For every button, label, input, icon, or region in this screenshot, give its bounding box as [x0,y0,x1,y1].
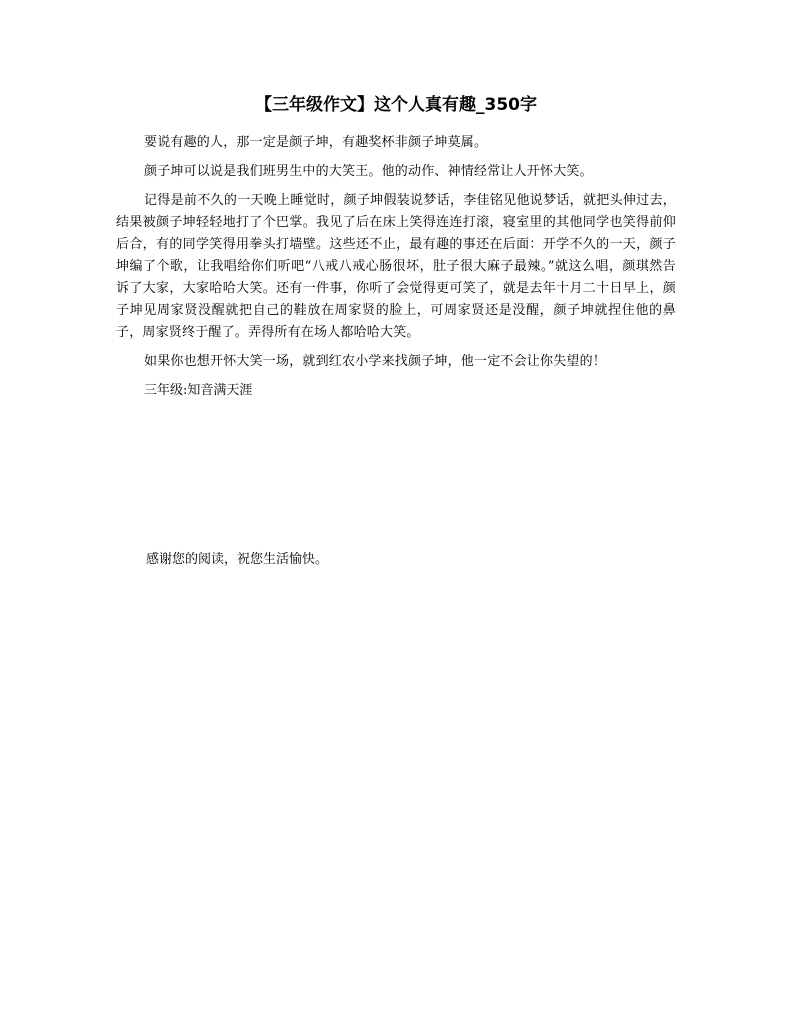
paragraph: 要说有趣的人，那一定是颜子坤，有趣奖杯非颜子坤莫属。 [144,135,488,150]
paragraph: 颜子坤可以说是我们班男生中的大笑王。他的动作、神情经常让人开怀大笑。 [144,164,593,179]
paragraph: 如果你也想开怀大笑一场，就到红农小学来找颜子坤，他一定不会让你失望的！ [144,354,607,369]
document-title: 【三年级作文】这个人真有趣_350字 [255,95,537,115]
author-signature: 三年级:知音满天涯 [144,383,253,398]
closing-message: 感谢您的阅读，祝您生活愉快。 [146,552,329,567]
essay-body [116,132,676,402]
paragraph: 记得是前不久的一天晚上睡觉时，颜子坤假装说梦话，李佳铭见他说梦话，就把头伸过去，结果被颜子坤轻轻地打了个巴掌。我见了后在床上笑得连连打滚，寝室里的其他同学也笑得前仰后合，有的同学笑得用拳头打墙壁。这些还不止，最有趣的事还在后面：开学不久的一天，颜子坤编了个歌，让我唱给你们听吧“八戒八戒心肠很坏，肚子很大麻子最辣。”就这么唱，颜琪然告诉了大家，大家哈哈大笑。还有一件事，你听了会觉得更可笑了，就是去年十月二十日早上，颜子坤见周家贤没醒就把自己的鞋放在周家贤的脸上，可周家贤还是没醒，颜子坤就捏住他的鼻子，周家贤终于醒了。弄得所有在场人都哈哈大笑。 [116,193,676,340]
